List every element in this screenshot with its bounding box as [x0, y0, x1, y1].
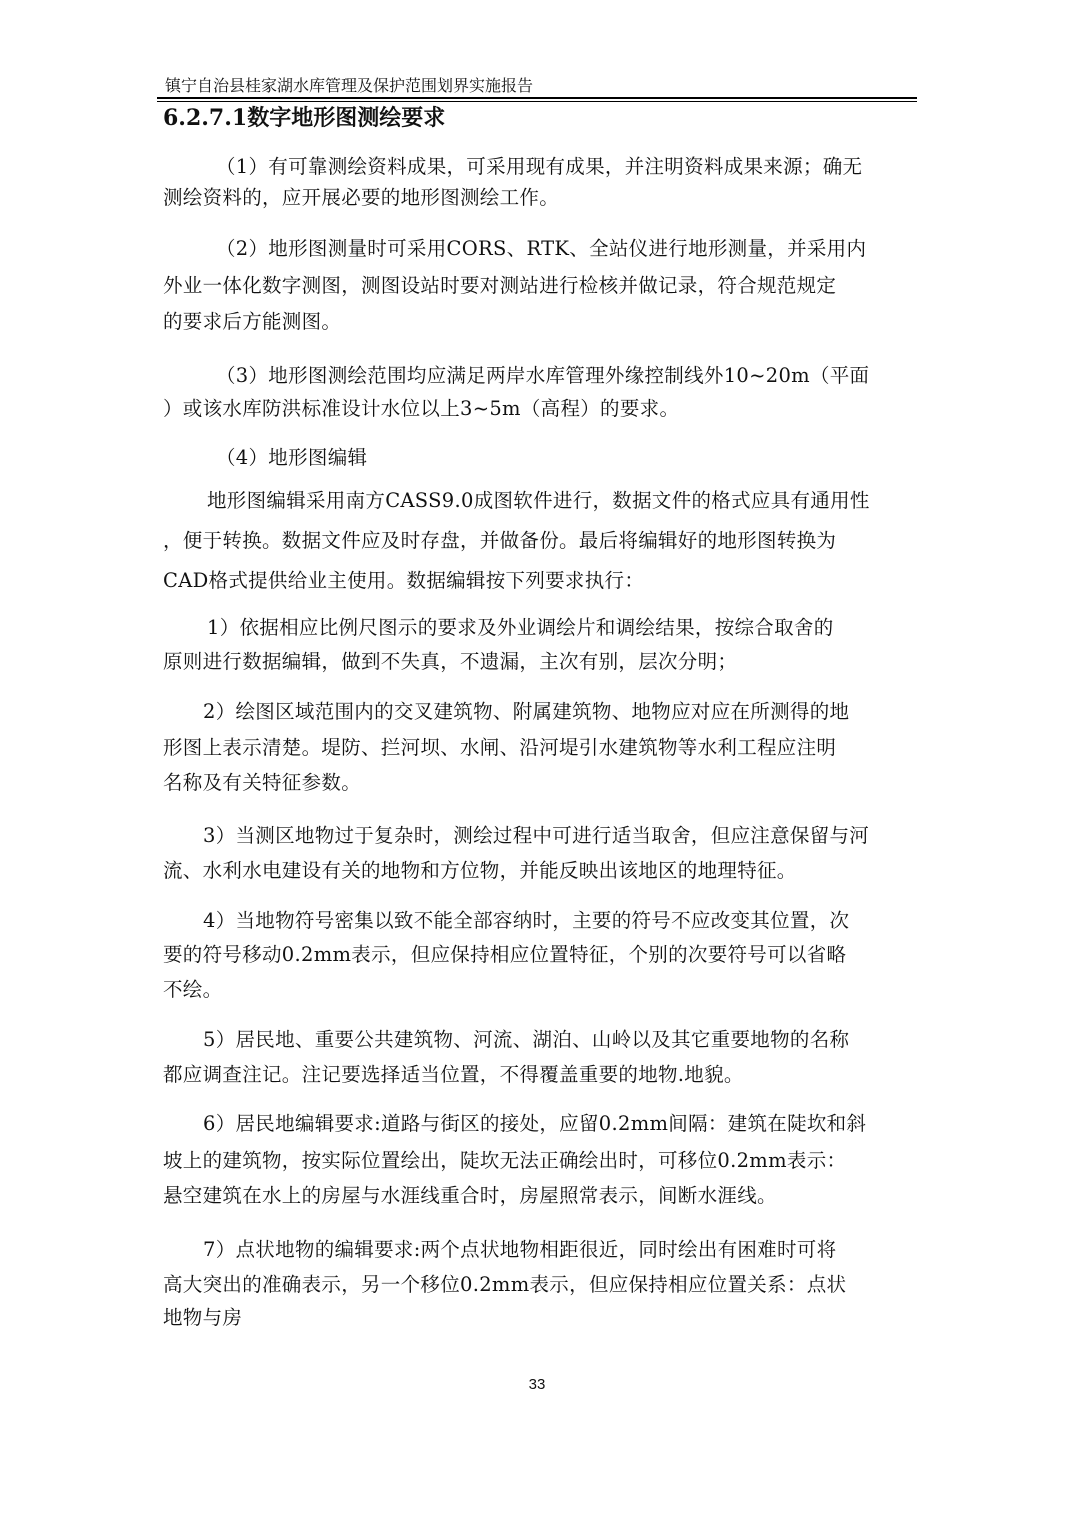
paragraph-line: 的要求后方能测图。 — [163, 310, 342, 333]
paragraph-line: （2）地形图测量时可采用CORS、RTK、全站仪进行地形测量，并采用内 — [216, 237, 867, 260]
header-rule-thick — [157, 97, 917, 99]
header-rule-thin — [157, 101, 917, 102]
paragraph-line: 地形图编辑采用南方CASS9.0成图软件进行，数据文件的格式应具有通用性 — [207, 489, 870, 512]
paragraph-line: 7）点状地物的编辑要求:两个点状地物相距很近，同时绘出有困难时可将 — [203, 1238, 837, 1261]
paragraph-line: 高大突出的准确表示，另一个移位0.2mm表示，但应保持相应位置关系：点状 — [163, 1273, 847, 1296]
paragraph-line: （1）有可靠测绘资料成果，可采用现有成果，并注明资料成果来源；确无 — [216, 155, 863, 178]
section-title: 6.2.7.1数字地形图测绘要求 — [163, 105, 446, 131]
paragraph-line: 4）当地物符号密集以致不能全部容纳时，主要的符号不应改变其位置，次 — [203, 909, 850, 932]
page-number: 33 — [528, 1376, 546, 1393]
paragraph-line: 原则进行数据编辑，做到不失真，不遗漏，主次有别，层次分明； — [163, 650, 738, 673]
paragraph-line: 1）依据相应比例尺图示的要求及外业调绘片和调绘结果，按综合取舍的 — [207, 616, 834, 639]
paragraph-line: 6）居民地编辑要求:道路与街区的接处，应留0.2mm间隔：建筑在陡坎和斜 — [203, 1112, 867, 1135]
paragraph-line: 名称及有关特征参数。 — [163, 771, 362, 794]
paragraph-line: CAD格式提供给业主使用。数据编辑按下列要求执行： — [163, 569, 645, 592]
paragraph-line: 测绘资料的，应开展必要的地形图测绘工作。 — [163, 186, 560, 209]
paragraph-line: 3）当测区地物过于复杂时，测绘过程中可进行适当取舍，但应注意保留与河 — [203, 824, 870, 847]
paragraph-line: 流、水利水电建设有关的地物和方位物，并能反映出该地区的地理特征。 — [163, 859, 797, 882]
paragraph-line: ）或该水库防洪标准设计水位以上3~5m（高程）的要求。 — [163, 397, 680, 420]
paragraph-line: 不绘。 — [163, 978, 223, 1001]
paragraph-line: 坡上的建筑物，按实际位置绘出，陡坎无法正确绘出时，可移位0.2mm表示： — [163, 1149, 847, 1172]
paragraph-line: ，便于转换。数据文件应及时存盘，并做备份。最后将编辑好的地形图转换为 — [163, 529, 837, 552]
paragraph-line: 都应调查注记。注记要选择适当位置，不得覆盖重要的地物.地貌。 — [163, 1063, 744, 1086]
paragraph-line: （4）地形图编辑 — [216, 446, 368, 469]
paragraph-line: 5）居民地、重要公共建筑物、河流、湖泊、山岭以及其它重要地物的名称 — [203, 1028, 850, 1051]
paragraph-line: 悬空建筑在水上的房屋与水涯线重合时，房屋照常表示，间断水涯线。 — [163, 1184, 777, 1207]
paragraph-line: 要的符号移动0.2mm表示，但应保持相应位置特征，个别的次要符号可以省略 — [163, 943, 847, 966]
paragraph-line: 形图上表示清楚。堤防、拦河坝、水闸、沿河堤引水建筑物等水利工程应注明 — [163, 736, 837, 759]
paragraph-line: 2）绘图区域范围内的交叉建筑物、附属建筑物、地物应对应在所测得的地 — [203, 700, 850, 723]
paragraph-line: 地物与房 — [163, 1306, 243, 1329]
running-header: 镇宁自治县桂家湖水库管理及保护范围划界实施报告 — [165, 76, 534, 95]
paragraph-line: 外业一体化数字测图，测图设站时要对测站进行检核并做记录，符合规范规定 — [163, 274, 837, 297]
paragraph-line: （3）地形图测绘范围均应满足两岸水库管理外缘控制线外10~20m（平面 — [216, 364, 870, 387]
